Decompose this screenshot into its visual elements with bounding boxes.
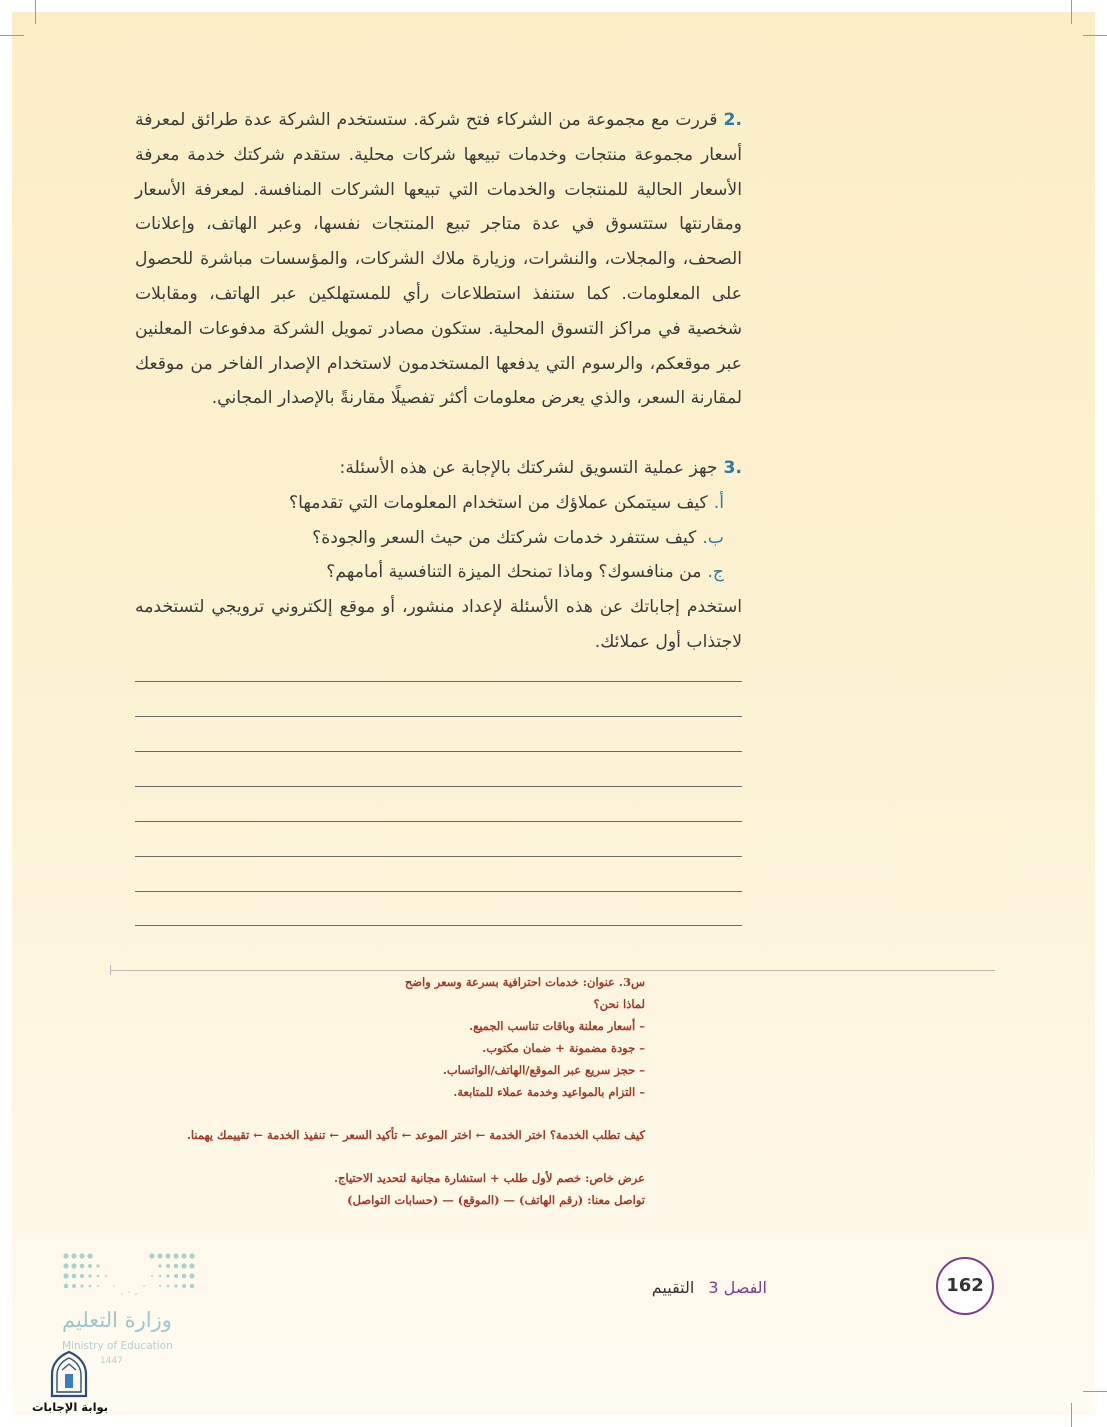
page-number: 162 [936, 1257, 994, 1315]
exercise-2-number: .2 [723, 110, 742, 130]
writing-line[interactable] [135, 925, 742, 926]
writing-line[interactable] [135, 716, 742, 717]
crop-mark [0, 35, 24, 36]
answer-bullet: – أسعار معلنة وباقات تناسب الجميع. [469, 1019, 645, 1033]
writing-line[interactable] [135, 681, 742, 682]
exercise-2-text: قررت مع مجموعة من الشركاء فتح شركة. ستستخدم الشركة عدة طرائق لمعرفة أسعار مجموعة منتجات وخدمات تبيعها شركات محلية. ستقدم شركتك خدمة معرفة الأسعار الحالية للمنتجات والخدمات التي تبيعها الشركات المنافسة. لمعرفة الأسعار ومقارنتها ستتسوق في عدة متاجر تبيع المنتجات نفسها، وعبر الهاتف، وإعلانات الصحف، والمجلات، والنشرات، وزيارة ملاك الشركات، والمؤسسات مباشرة للحصول على المعلومات. كما ستنفذ استطلاعات رأي للمستهلكين عبر الهاتف، ومقابلات شخصية في مراكز التسوق المحلية. ستكون مصادر تمويل الشركة مدفوعات المعلنين عبر موقعكم، والرسوم التي يدفعها المستخدمون لاستخدام الإصدار الفاخر من موقعك لمقارنة السعر، والذي يعرض معلومات أكثر تفصيلًا مقارنةً بالإصدار المجاني. [135, 110, 742, 409]
exercise-2 [135, 103, 742, 416]
answer-how-to-order: كيف تطلب الخدمة؟ اختر الخدمة ← اختر الموعد ← تأكيد السعر ← تنفيذ الخدمة ← تقييمك يهمنا. [186, 1128, 645, 1142]
crop-mark [1071, 1403, 1072, 1427]
answer-separator [110, 970, 995, 971]
question-c: ج.من منافسوك؟ وماذا تمنحك الميزة التنافسية أمامهم؟ [326, 562, 724, 583]
crop-mark [1083, 35, 1107, 36]
exercise-3-intro: .3جهز عملية التسويق لشركتك بالإجابة عن هذه الأسئلة: [339, 458, 742, 478]
chapter-label [652, 1278, 767, 1297]
answer-contact: تواصل معنا: (رقم الهاتف) — (الموقع) — (حسابات التواصل) [347, 1193, 645, 1207]
question-a: أ.كيف سيتمكن عملاؤك من استخدام المعلومات التي تقدمها؟ [289, 492, 724, 513]
answer-bullet: – جودة مضمونة + ضمان مكتوب. [482, 1041, 645, 1055]
question-b: ب.كيف ستتفرد خدمات شركتك من حيث السعر والجودة؟ [312, 527, 724, 548]
portal-name: بوابة الإجابات [32, 1400, 109, 1414]
ministry-name-arabic: وزارة التعليم [62, 1308, 172, 1332]
answer-special-offer: عرض خاص: خصم لأول طلب + استشارة مجانية لتحديد الاحتياج. [334, 1171, 645, 1185]
crop-mark [1083, 1391, 1107, 1392]
answer-separator-tick [110, 965, 111, 975]
chapter-number: الفصل 3 [708, 1278, 767, 1297]
exercise-3-closing: استخدم إجاباتك عن هذه الأسئلة لإعداد منشور، أو موقع إلكتروني ترويجي لتستخدمه لاجتذاب أول عملائك. [135, 597, 742, 652]
section-name: التقييم [651, 1278, 695, 1297]
crop-mark [35, 0, 36, 24]
answer-title: س3. عنوان: خدمات احترافية بسرعة وسعر واضح [404, 975, 645, 989]
ministry-year: 1447 [100, 1356, 123, 1366]
writing-line[interactable] [135, 786, 742, 787]
ministry-name-english: Ministry of Education [62, 1340, 173, 1352]
writing-line[interactable] [135, 856, 742, 857]
portal-logo-icon [46, 1350, 92, 1400]
answer-bullet: – حجز سريع عبر الموقع/الهاتف/الواتساب. [442, 1063, 645, 1077]
exercise-3-number: .3 [723, 458, 742, 478]
exercise-3 [135, 451, 742, 660]
answer-bullet: – التزام بالمواعيد وخدمة عملاء للمتابعة. [453, 1085, 645, 1099]
writing-line[interactable] [135, 821, 742, 822]
writing-line[interactable] [135, 891, 742, 892]
writing-line[interactable] [135, 751, 742, 752]
answer-why-us: لماذا نحن؟ [593, 997, 645, 1011]
crop-mark [1071, 0, 1072, 24]
ministry-dots-logo [62, 1252, 196, 1298]
